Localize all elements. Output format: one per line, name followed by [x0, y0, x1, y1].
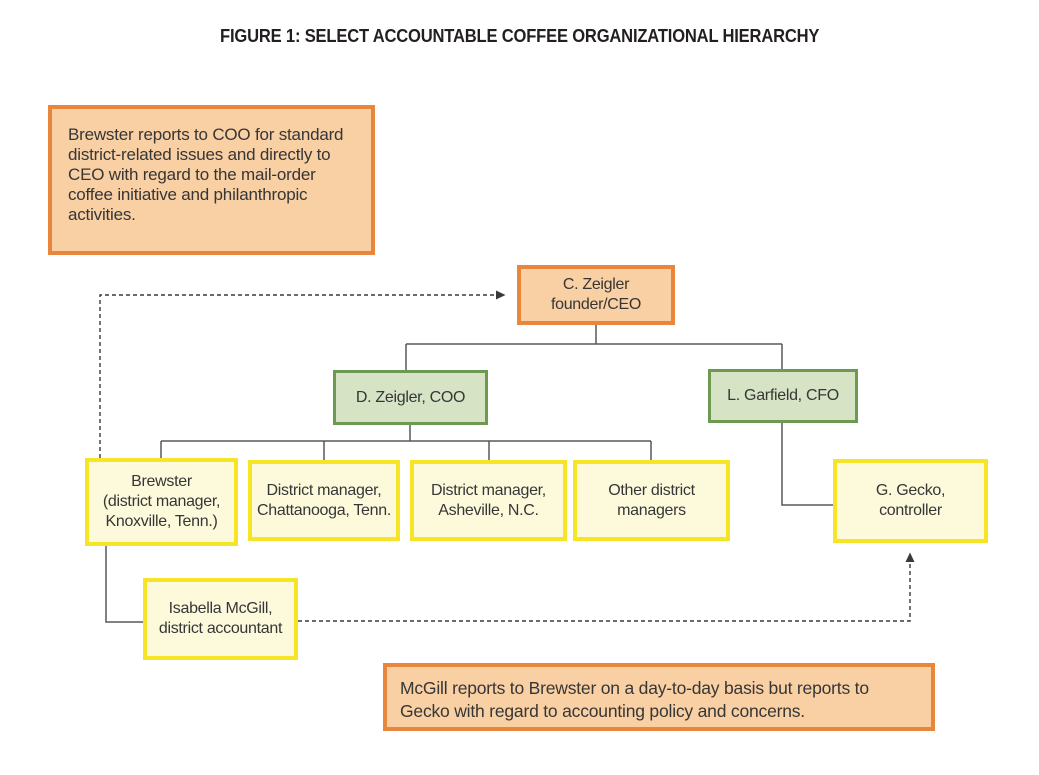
mcgill-reporting-note	[383, 663, 935, 731]
node-other-line1: Other district	[608, 481, 695, 499]
node-other-line2: managers	[617, 501, 686, 519]
node-mcgill-district-accountant	[143, 578, 298, 660]
node-chattanooga-line1: District manager,	[266, 481, 382, 499]
node-brewster-district-manager	[85, 458, 238, 546]
node-mcgill-text	[159, 599, 282, 639]
coo-to-district-managers-connector	[161, 425, 651, 460]
node-founder-ceo	[517, 265, 675, 325]
node-district-manager-asheville	[410, 460, 567, 541]
mcgill-to-gecko-dashed-arrow	[298, 554, 910, 621]
node-other-text	[608, 481, 695, 521]
node-cfo-text: L. Garfield, CFO	[727, 387, 839, 404]
node-brewster-line2: (district manager,	[102, 493, 221, 510]
node-gecko-text	[876, 481, 945, 521]
node-brewster-line3: Knoxville, Tenn.)	[105, 513, 218, 530]
node-cfo	[708, 369, 858, 423]
node-brewster-line1: Brewster	[131, 473, 192, 490]
node-gecko-controller	[833, 459, 988, 543]
brewster-to-mcgill-connector	[106, 546, 143, 622]
node-mcgill-line1: Isabella McGill,	[168, 600, 273, 617]
node-asheville-text	[431, 481, 546, 521]
mcgill-reporting-note-text: McGill reports to Brewster on a day-to-day basis but reports to Gecko with regard to accounting policy and concerns.	[400, 678, 869, 721]
node-chattanooga-line2: Chattanooga, Tenn.	[257, 501, 391, 519]
node-gecko-line1: G. Gecko,	[875, 482, 946, 499]
node-district-manager-chattanooga	[248, 460, 400, 541]
node-founder-ceo-line1: C. Zeigler	[562, 276, 630, 293]
node-gecko-line2: controller	[879, 502, 942, 519]
node-other-district-managers	[573, 460, 730, 541]
node-brewster-text	[103, 472, 220, 532]
ceo-to-coo-cfo-connector	[406, 325, 782, 370]
node-asheville-line2: Asheville, N.C.	[438, 501, 539, 519]
cfo-to-controller-connector	[782, 423, 833, 505]
node-coo-text: D. Zeigler, COO	[355, 388, 466, 406]
node-mcgill-line2: district accountant	[158, 620, 283, 637]
node-founder-ceo-text	[551, 275, 641, 315]
node-founder-ceo-line2: founder/CEO	[550, 296, 642, 313]
node-asheville-line1: District manager,	[431, 481, 546, 499]
node-chattanooga-text	[257, 481, 391, 521]
figure-title-text: FIGURE 1: SELECT ACCOUNTABLE COFFEE ORGANIZATIONAL HIERARCHY	[219, 26, 820, 46]
brewster-reporting-note	[48, 105, 375, 255]
node-coo	[333, 370, 488, 425]
brewster-reporting-note-text: Brewster reports to COO for standard district-related issues and directly to CEO with regard to the mail-order coffee initiative and philanthropic activities.	[68, 125, 344, 224]
